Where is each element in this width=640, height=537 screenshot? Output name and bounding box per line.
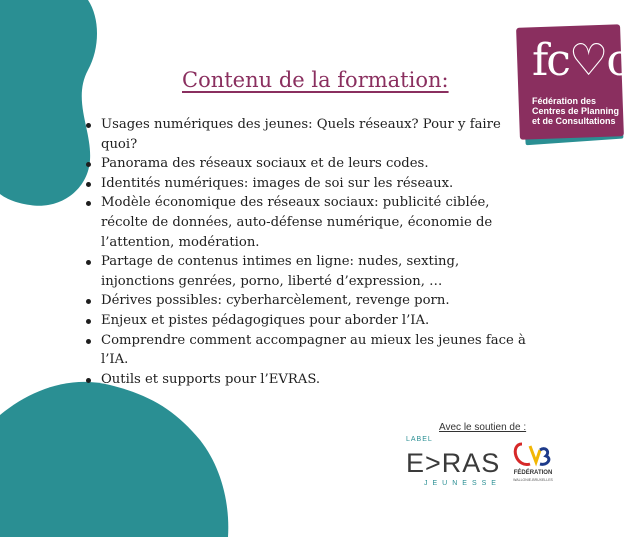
evras-logo xyxy=(406,436,501,492)
evras-wordmark: E>RAS xyxy=(406,448,501,478)
list-item: Comprendre comment accompagner au mieux les jeunes face à l’IA. xyxy=(101,331,531,370)
content-list xyxy=(98,115,531,389)
list-item: Partage de contenus intimes en ligne: nudes, sexting, injonctions genrées, porno, liberté d’expression, … xyxy=(101,252,531,291)
list-item: Identités numériques: images de soi sur les réseaux. xyxy=(101,174,531,194)
fwb-name: FÉDÉRATION xyxy=(513,470,553,476)
page-title: Contenu de la formation: xyxy=(182,68,449,92)
list-item: Dérives possibles: cyberharcèlement, revenge porn. xyxy=(101,291,531,311)
fwb-subtitle: WALLONIE-BRUXELLES xyxy=(513,478,553,482)
fwb-logo xyxy=(508,440,556,488)
logo-text-line: Fédération des xyxy=(532,96,597,106)
fcpc-logo xyxy=(518,26,630,140)
logo-mark: fc♡c xyxy=(532,35,630,86)
support-label: Avec le soutien de : xyxy=(439,422,527,433)
list-item: Usages numériques des jeunes: Quels réseaux? Pour y faire quoi? xyxy=(101,115,531,154)
logo-text-line: et de Consultations xyxy=(532,116,616,126)
evras-subtitle: JEUNESSE xyxy=(424,480,501,487)
list-item: Panorama des réseaux sociaux et de leurs codes. xyxy=(101,154,531,174)
logo-text-line: Centres de Planning xyxy=(532,106,620,116)
logo-text xyxy=(532,96,622,126)
evras-tag: LABEL xyxy=(406,436,433,443)
list-item: Modèle économique des réseaux sociaux: publicité ciblée, récolte de données, auto-défense numérique, économie de l’attention, modération. xyxy=(101,193,531,252)
list-item: Outils et supports pour l’EVRAS. xyxy=(101,370,531,390)
list-item: Enjeux et pistes pédagogiques pour aborder l’IA. xyxy=(101,311,531,331)
fwb-emblem-icon xyxy=(508,440,556,470)
